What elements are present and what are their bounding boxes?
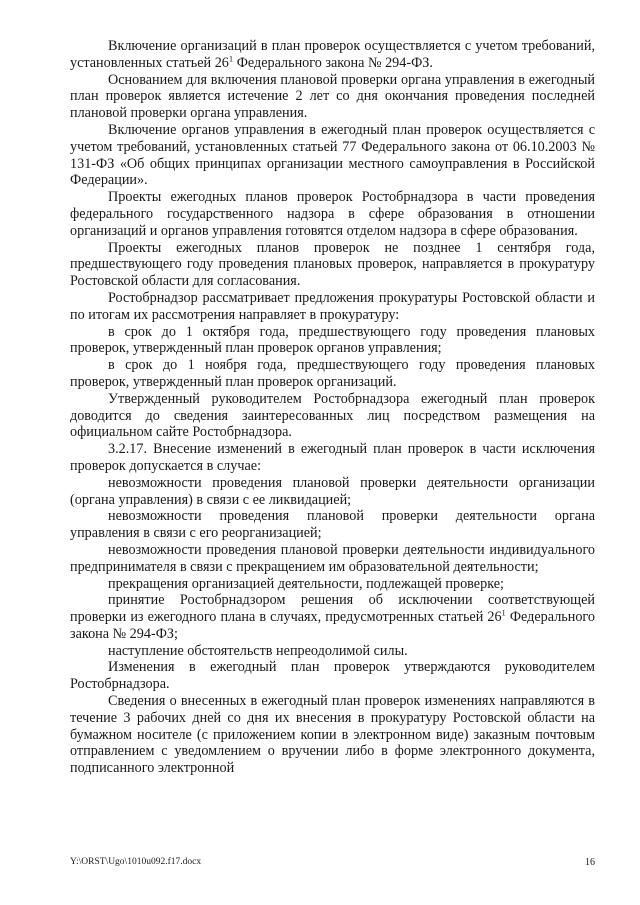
page-footer bbox=[70, 857, 595, 871]
paragraph-text: Изменения в ежегодный план проверок утверждаются руководителем Ростобрнадзора. bbox=[70, 659, 595, 693]
paragraph-text: Ростобрнадзор рассматривает предложения прокуратуры Ростовской области и по итогам их рассмотрения направляет в прокуратуру: bbox=[70, 289, 595, 323]
body-paragraph bbox=[70, 240, 595, 290]
body-paragraph bbox=[70, 189, 595, 239]
body-paragraph bbox=[70, 357, 595, 391]
paragraph-text: Включение организаций в план проверок осуществляется с учетом требований, установленных статьей 26 bbox=[70, 38, 595, 71]
paragraph-text: невозможности проведения плановой проверки деятельности индивидуального предпринимателя в связи с прекращением им образовательной деятельности; bbox=[70, 541, 595, 575]
paragraph-text: Утвержденный руководителем Ростобрнадзора ежегодный план проверок доводится до сведения заинтересованных лиц посредством размещения на официальном сайте Ростобрнадзора. bbox=[70, 390, 595, 441]
article-superscript: 1 bbox=[228, 53, 234, 64]
body-paragraph bbox=[70, 38, 595, 72]
body-paragraph bbox=[70, 693, 595, 777]
body-paragraph bbox=[70, 324, 595, 358]
footer-file-path: Y:\ORST\Ugo\1010u092.f17.docx bbox=[70, 857, 202, 867]
paragraph-text: Сведения о внесенных в ежегодный план проверок изменениях направляются в течение 3 рабочих дней со дня их внесения в прокуратуру Ростовской области на бумажном носителе (с приложением копии в электронном виде) заказным почтовым отправлением с уведомлением о вручении либо в форме электронного документа, подписанного электронной bbox=[70, 693, 595, 777]
paragraph-text-tail: Федерального закона № 294-ФЗ. bbox=[233, 54, 433, 71]
paragraph-text: Основанием для включения плановой проверки органа управления в ежегодный план проверок является истечение 2 лет со дня окончания проведения последней плановой проверки органа управления. bbox=[70, 71, 595, 122]
body-paragraph bbox=[70, 659, 595, 693]
page-number: 16 bbox=[585, 857, 595, 868]
body-paragraph bbox=[70, 72, 595, 122]
paragraph-text: прекращения организацией деятельности, подлежащей проверке; bbox=[108, 575, 504, 592]
body-paragraph bbox=[70, 592, 595, 642]
body-paragraph bbox=[70, 542, 595, 576]
paragraph-text: Проекты ежегодных планов проверок не позднее 1 сентября года, предшествующего году проведения плановых проверок, направляется в прокуратуру Ростовской области для согласования. bbox=[70, 239, 595, 290]
body-paragraph bbox=[70, 391, 595, 441]
paragraph-text: в срок до 1 октября года, предшествующего году проведения плановых проверок, утвержденный план проверок органов управления; bbox=[70, 323, 595, 357]
body-paragraph bbox=[70, 441, 595, 475]
paragraph-text-tail: Федерального закона № 294-ФЗ; bbox=[70, 609, 595, 642]
paragraph-text: принятие Ростобрнадзором решения об исключении соответствующей проверки из ежегодного плана в случаях, предусмотренных статьей 26 bbox=[70, 592, 595, 626]
body-paragraph bbox=[70, 475, 595, 509]
document-body bbox=[70, 38, 595, 777]
paragraph-text: невозможности проведения плановой проверки деятельности организации (органа управления) в связи с ее ликвидацией; bbox=[70, 474, 595, 508]
body-paragraph bbox=[70, 122, 595, 189]
article-superscript: 1 bbox=[501, 607, 506, 618]
paragraph-text: в срок до 1 ноября года, предшествующего году проведения плановых проверок, утвержденный план проверок организаций. bbox=[70, 357, 595, 390]
paragraph-text: 3.2.17. Внесение изменений в ежегодный план проверок в части исключения проверок допускается в случае: bbox=[70, 441, 595, 474]
body-paragraph bbox=[70, 576, 595, 593]
paragraph-text: Включение органов управления в ежегодный план проверок осуществляется с учетом требований, установленных статьей 77 Федерального закона от 06.10.2003 № 131-ФЗ «Об общих принципах организации местного самоуправления в Российской Федерации». bbox=[70, 121, 595, 189]
body-paragraph bbox=[70, 290, 595, 324]
paragraph-text: Проекты ежегодных планов проверок Ростобрнадзора в части проведения федерального государственного надзора в сфере образования в отношении организаций и органов управления готовятся отделом надзора в сфере образования. bbox=[70, 189, 595, 239]
paragraph-text: наступление обстоятельств непреодолимой силы. bbox=[108, 642, 408, 659]
body-paragraph bbox=[70, 508, 595, 542]
paragraph-text: невозможности проведения плановой проверки деятельности органа управления в связи с его реорганизацией; bbox=[70, 508, 595, 542]
body-paragraph bbox=[70, 643, 595, 660]
